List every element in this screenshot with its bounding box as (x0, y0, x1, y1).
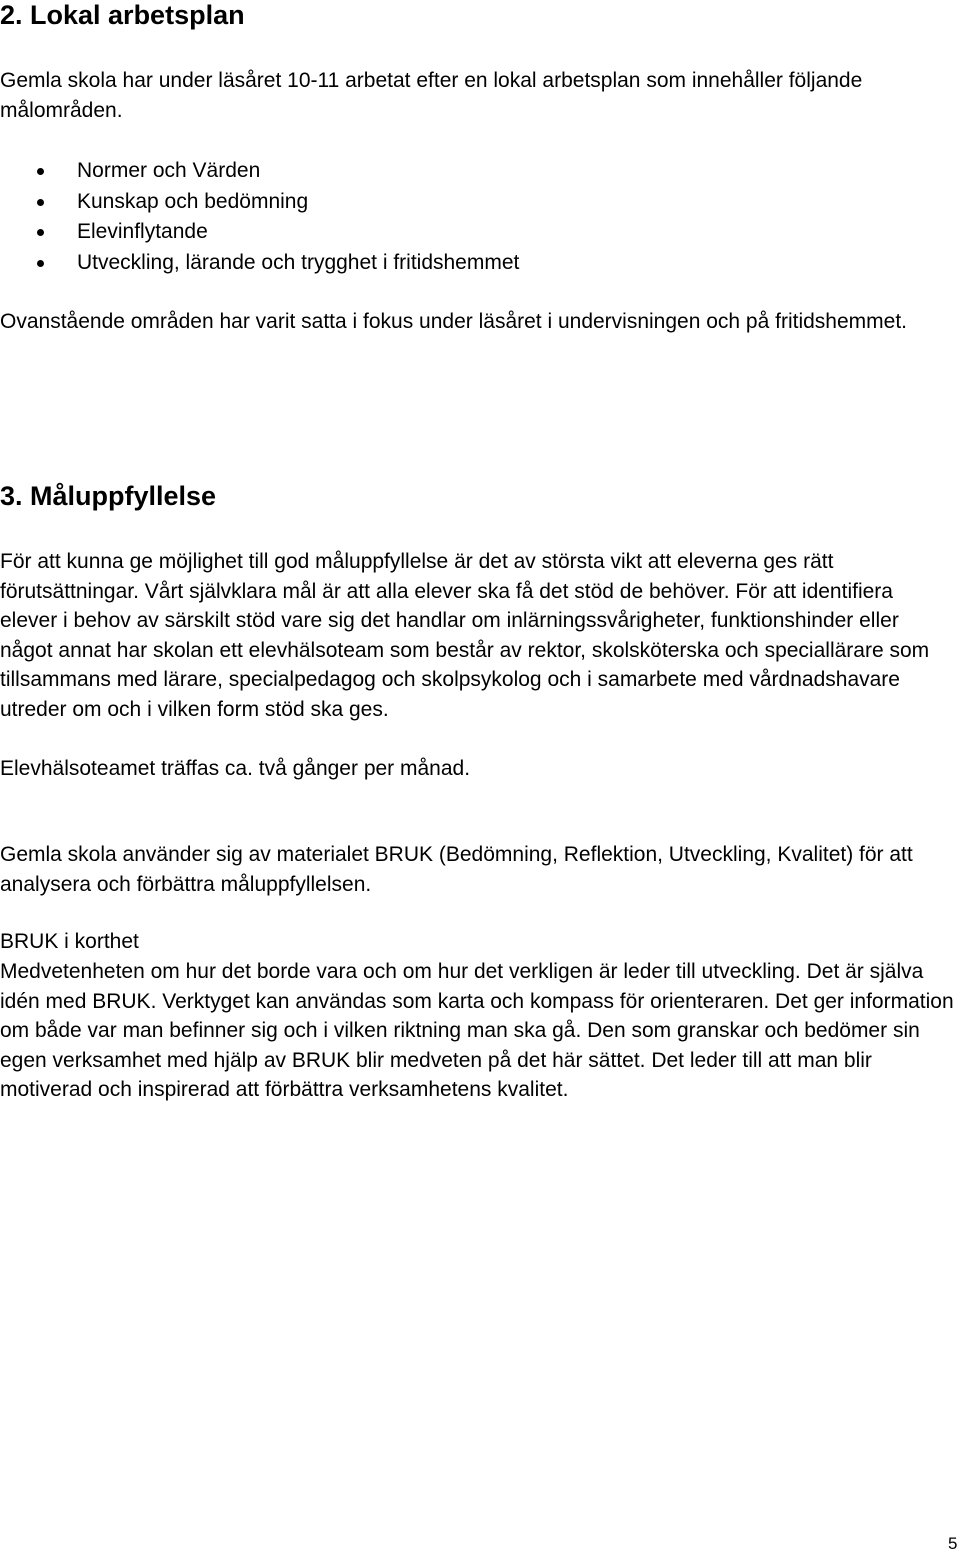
support-paragraph: För att kunna ge möjlighet till god måluppfyllelse är det av största vikt att eleverna ges rätt förutsättningar. Vårt självklara mål är att alla elever ska få det stöd de behöver. För att identifiera elever i behov av särskilt stöd vare sig det handlar om inlärningssvårigheter, funktionshinder eller något annat har skolan ett elevhälsoteam som består av rektor, skolsköterska och speciallärare som tillsammans med lärare, specialpedagog och skolpsykolog och i samarbete med vårdnadshavare utreder om och i vilken form stöd ska ges. (0, 550, 930, 721)
section-heading-maluppfyllelse: 3. Måluppfyllelse (0, 481, 217, 511)
list-item-label: Kunskap och bedömning (77, 189, 309, 213)
bullet-icon (37, 199, 44, 206)
bullet-icon (37, 229, 44, 236)
list-item-label: Normer och Värden (77, 159, 261, 182)
bruk-subheading: BRUK i korthet (0, 930, 139, 953)
list-item-label: Utveckling, lärande och trygghet i fritidshemmet (77, 250, 520, 274)
focus-paragraph: Ovanstående områden har varit satta i fokus under läsåret i undervisningen och på fritidshemmet. (0, 310, 907, 333)
page-number: 5 (948, 1534, 958, 1553)
section-heading-lokal-arbetsplan: 2. Lokal arbetsplan (0, 0, 245, 30)
list-item-label: Elevinflytande (77, 220, 208, 243)
bullet-icon (37, 260, 44, 267)
bruk-paragraph: Gemla skola använder sig av materialet BRUK (Bedömning, Reflektion, Utveckling, Kvalitet) för att analysera och förbättra måluppfyllelsen. (0, 843, 913, 896)
intro-paragraph: Gemla skola har under läsåret 10-11 arbetat efter en lokal arbetsplan som innehåller följande målområden. (0, 69, 863, 122)
meeting-frequency-text: Elevhälsoteamet träffas ca. två gånger per månad. (0, 757, 471, 780)
bruk-description-paragraph: Medvetenheten om hur det borde vara och om hur det verkligen är leder till utveckling. Det är själva idén med BRUK. Verktyget kan användas som karta och kompass för orienteraren. Det ger information om både var man befinner sig och i vilken riktning man ska gå. Den som granskar och bedömer sin egen verksamhet med hjälp av BRUK blir medveten på det här sättet. Det leder till att man blir motiverad och inspirerad att förbättra verksamhetens kvalitet. (0, 960, 954, 1101)
bullet-icon (37, 168, 44, 175)
